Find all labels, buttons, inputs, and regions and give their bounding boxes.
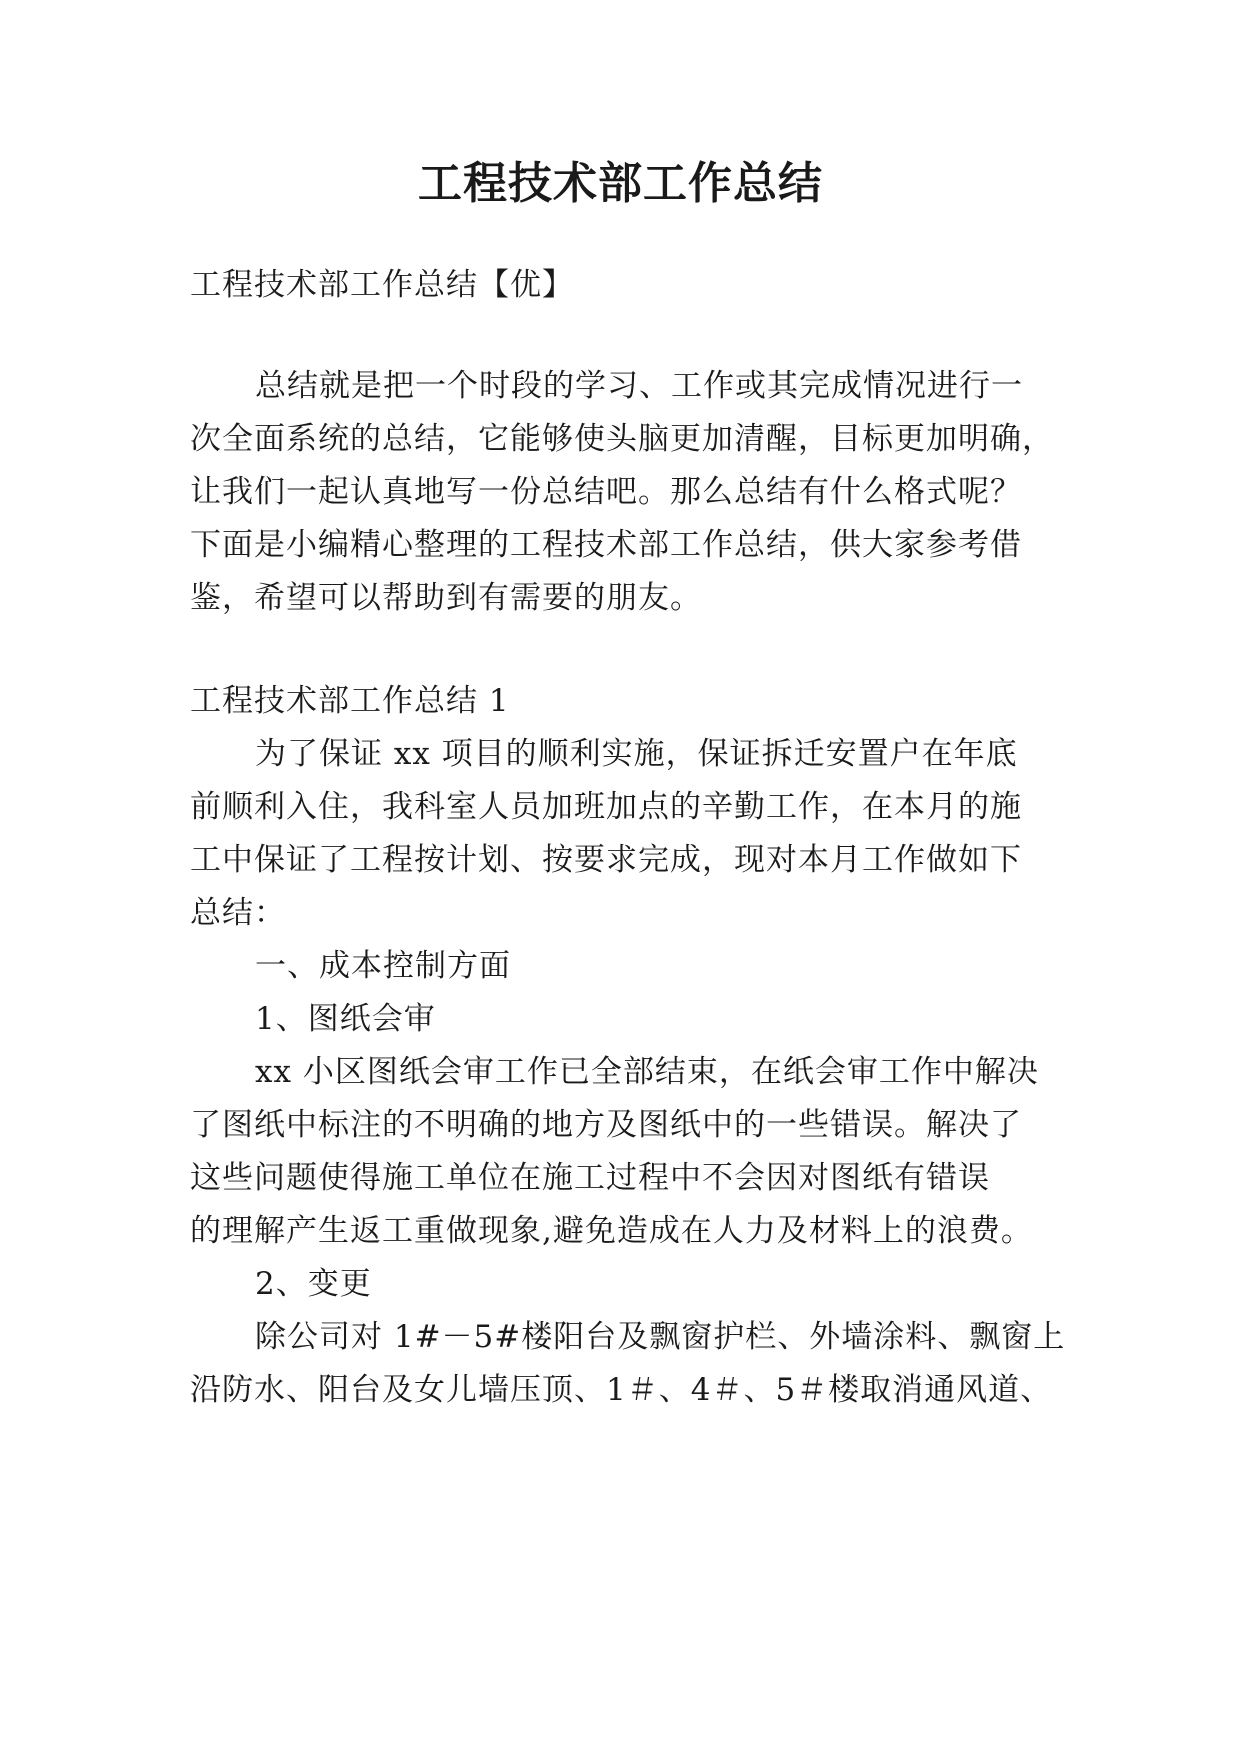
intro-line-2: 次全面系统的总结，它能够使头脑更加清醒，目标更加明确，	[190, 421, 1054, 457]
document-title: 工程技术部工作总结	[418, 158, 823, 209]
item-heading-changes: 2、变更	[255, 1266, 372, 1302]
item1-line-1: xx 小区图纸会审工作已全部结束，在纸会审工作中解决	[255, 1054, 1039, 1090]
section1-line-4: 总结：	[190, 895, 286, 931]
intro-line-3: 让我们一起认真地写一份总结吧。那么总结有什么格式呢？	[190, 474, 1022, 510]
section-heading-1: 工程技术部工作总结 1	[190, 683, 510, 719]
item1-line-3: 这些问题使得施工单位在施工过程中不会因对图纸有错误	[190, 1160, 990, 1196]
item-heading-drawing-review: 1、图纸会审	[255, 1001, 436, 1037]
document-subtitle: 工程技术部工作总结【优】	[190, 267, 574, 303]
item1-line-4: 的理解产生返工重做现象,避免造成在人力及材料上的浪费。	[190, 1213, 1033, 1249]
section1-line-3: 工中保证了工程按计划、按要求完成，现对本月工作做如下	[190, 842, 1022, 878]
part-heading-cost-control: 一、成本控制方面	[255, 948, 511, 984]
intro-line-1: 总结就是把一个时段的学习、工作或其完成情况进行一	[255, 368, 1023, 404]
intro-line-5: 鉴，希望可以帮助到有需要的朋友。	[190, 580, 702, 616]
item1-line-2: 了图纸中标注的不明确的地方及图纸中的一些错误。解决了	[190, 1107, 1022, 1143]
item2-line-1: 除公司对 1#－5#楼阳台及飘窗护栏、外墙涂料、飘窗上	[255, 1319, 1066, 1355]
intro-line-4: 下面是小编精心整理的工程技术部工作总结，供大家参考借	[190, 527, 1022, 563]
section1-line-1: 为了保证 xx 项目的顺利实施，保证拆迁安置户在年底	[255, 736, 1018, 772]
item2-line-2: 沿防水、阳台及女儿墙压顶、1＃、4＃、5＃楼取消通风道、	[190, 1372, 1053, 1408]
section1-line-2: 前顺利入住，我科室人员加班加点的辛勤工作，在本月的施	[190, 789, 1022, 825]
